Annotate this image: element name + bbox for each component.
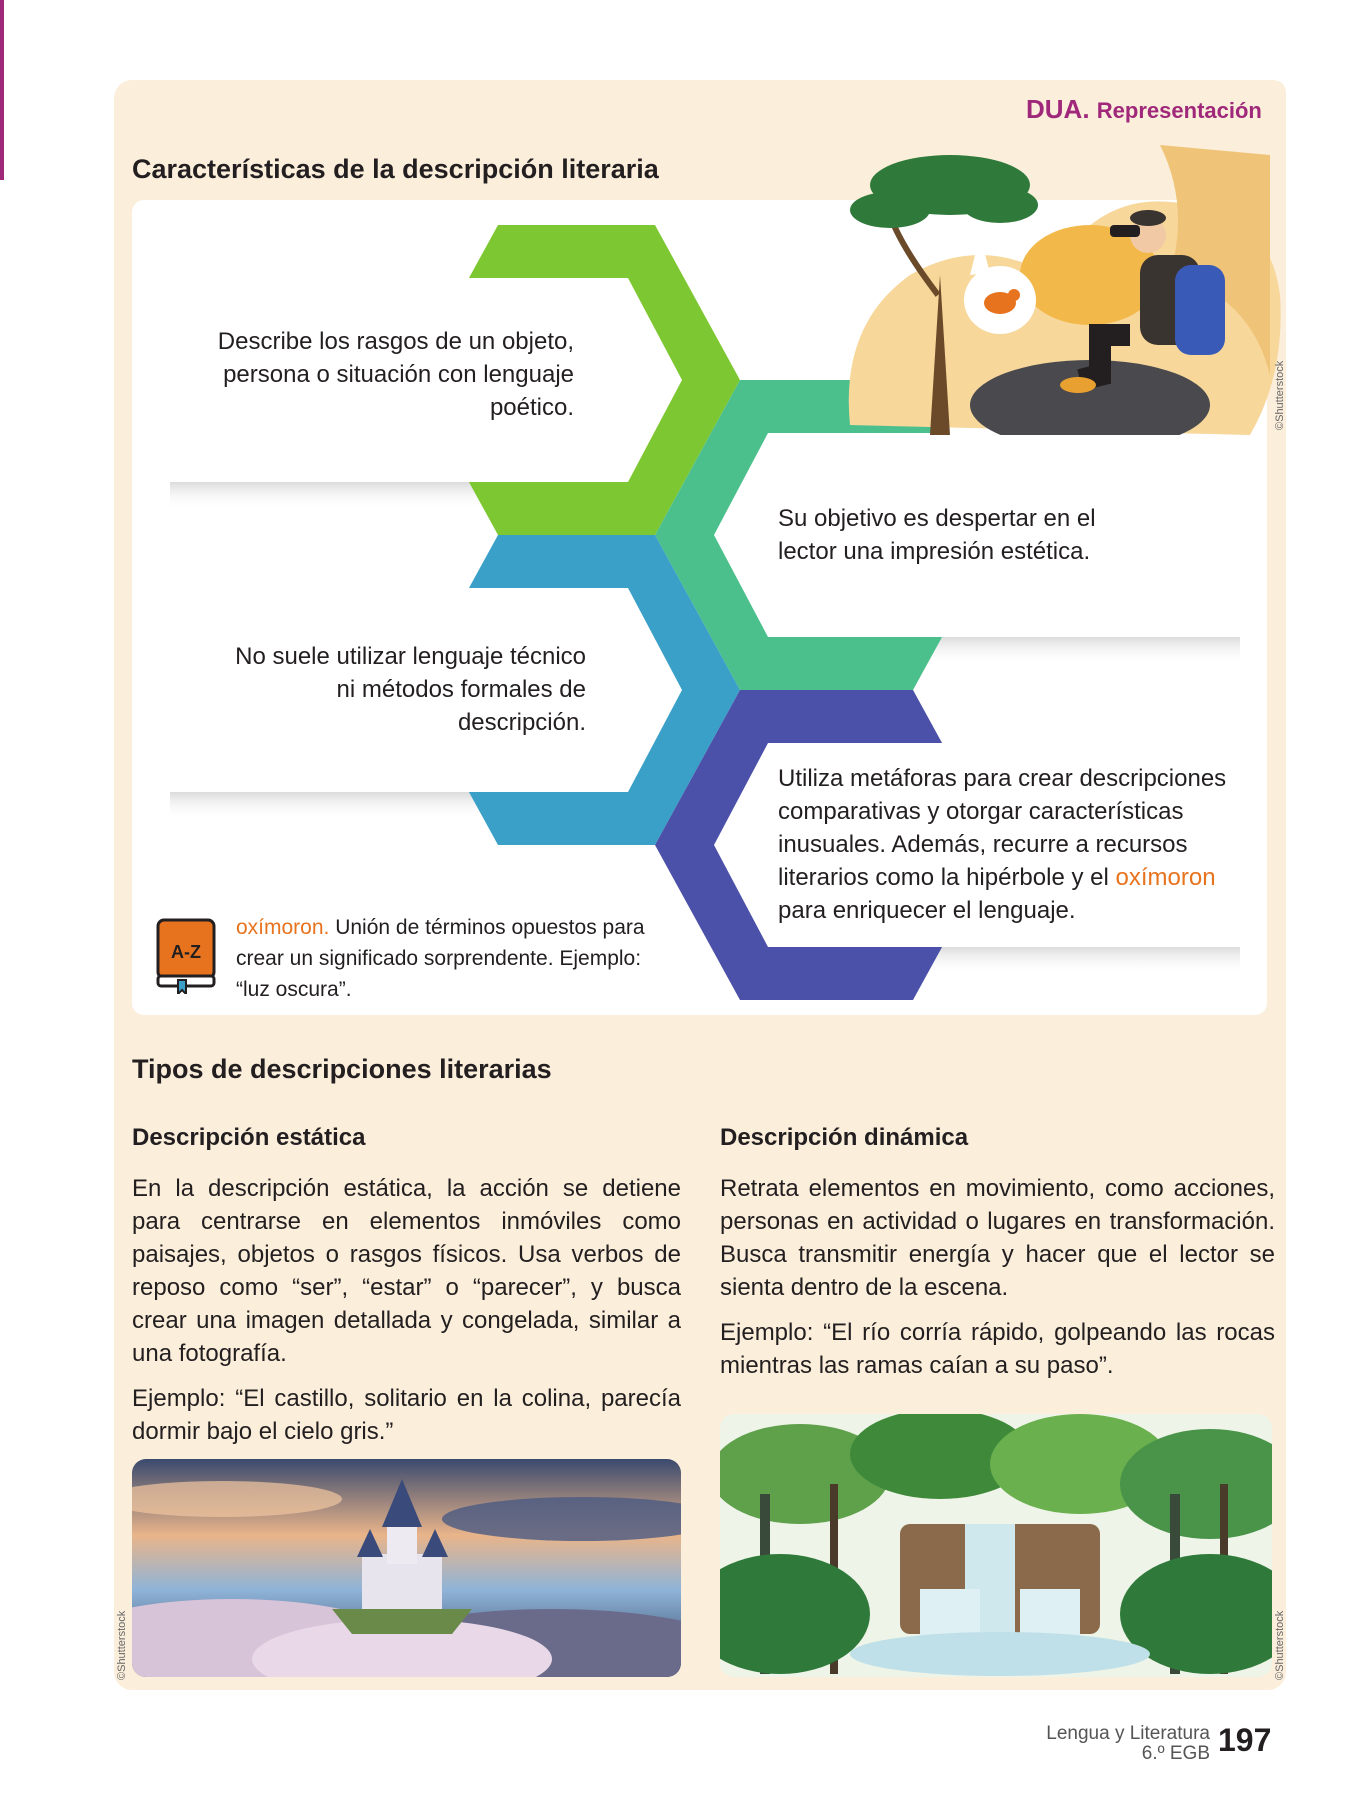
static-example: Ejemplo: “El castillo, solitario en la colina, parecía dormir bajo el cielo gris.” <box>132 1385 681 1445</box>
glossary-icon-text: A-Z <box>171 942 201 962</box>
feature-text-3: No suele utilizar lenguaje técnico ni métodos formales de descripción. <box>235 643 586 736</box>
static-paragraph: En la descripción estática, la acción se detiene para centrarse en elementos inmóviles como paisajes, objetos o rasgos físicos. Usa verbos de reposo como “ser”, “estar” o “parecer”, y busca crear una imagen detallada y congelada, similar a una fotografía. <box>132 1175 681 1367</box>
page-number: 197 <box>1218 1722 1272 1758</box>
credit-waterfall: ©Shutterstock <box>1274 1610 1286 1680</box>
dynamic-description <box>720 1172 1275 1394</box>
feature-text-1: Describe los rasgos de un objeto, persona o situación con lenguaje poético. <box>217 328 574 421</box>
credit-birdwatcher: ©Shutterstock <box>1274 360 1286 430</box>
glossary-definition: oxímoron. Unión de términos opuestos para crear un significado sorprendente. Ejemplo: “luz oscura”. <box>236 916 645 1001</box>
birdwatcher-illustration <box>830 125 1290 435</box>
static-title: Descripción estática <box>132 1124 366 1151</box>
dua-label: DUA. Representación <box>1026 94 1262 124</box>
feature-text-4: Utiliza metáforas para crear descripciones comparativas y otorgar características inusuales. Además, recurre a recursos literarios como la hipérbole y el oxímoron para enriquecer el lenguaje. <box>778 765 1227 924</box>
footer-subject <box>1046 1724 1210 1764</box>
castle-image <box>132 1459 681 1677</box>
waterfall-image <box>720 1414 1272 1677</box>
feature-text-2: Su objetivo es despertar en el lector una impresión estética. <box>778 505 1096 565</box>
dynamic-paragraph: Retrata elementos en movimiento, como acciones, personas en actividad o lugares en transformación. Busca transmitir energía y hacer que el lector se sienta dentro de la escena. <box>720 1175 1275 1301</box>
footer-subject-name: Lengua y Literatura <box>1046 1723 1210 1744</box>
section-title-characteristics: Características de la descripción literaria <box>132 154 659 184</box>
dynamic-title: Descripción dinámica <box>720 1124 969 1151</box>
dynamic-example: Ejemplo: “El río corría rápido, golpeando las rocas mientras las ramas caían a su paso”. <box>720 1319 1275 1379</box>
section-title-types: Tipos de descripciones literarias <box>132 1054 552 1084</box>
static-description <box>132 1172 681 1460</box>
glossary-book-icon <box>154 918 220 994</box>
credit-castle: ©Shutterstock <box>116 1610 128 1680</box>
footer-grade: 6.º EGB <box>1141 1743 1210 1764</box>
